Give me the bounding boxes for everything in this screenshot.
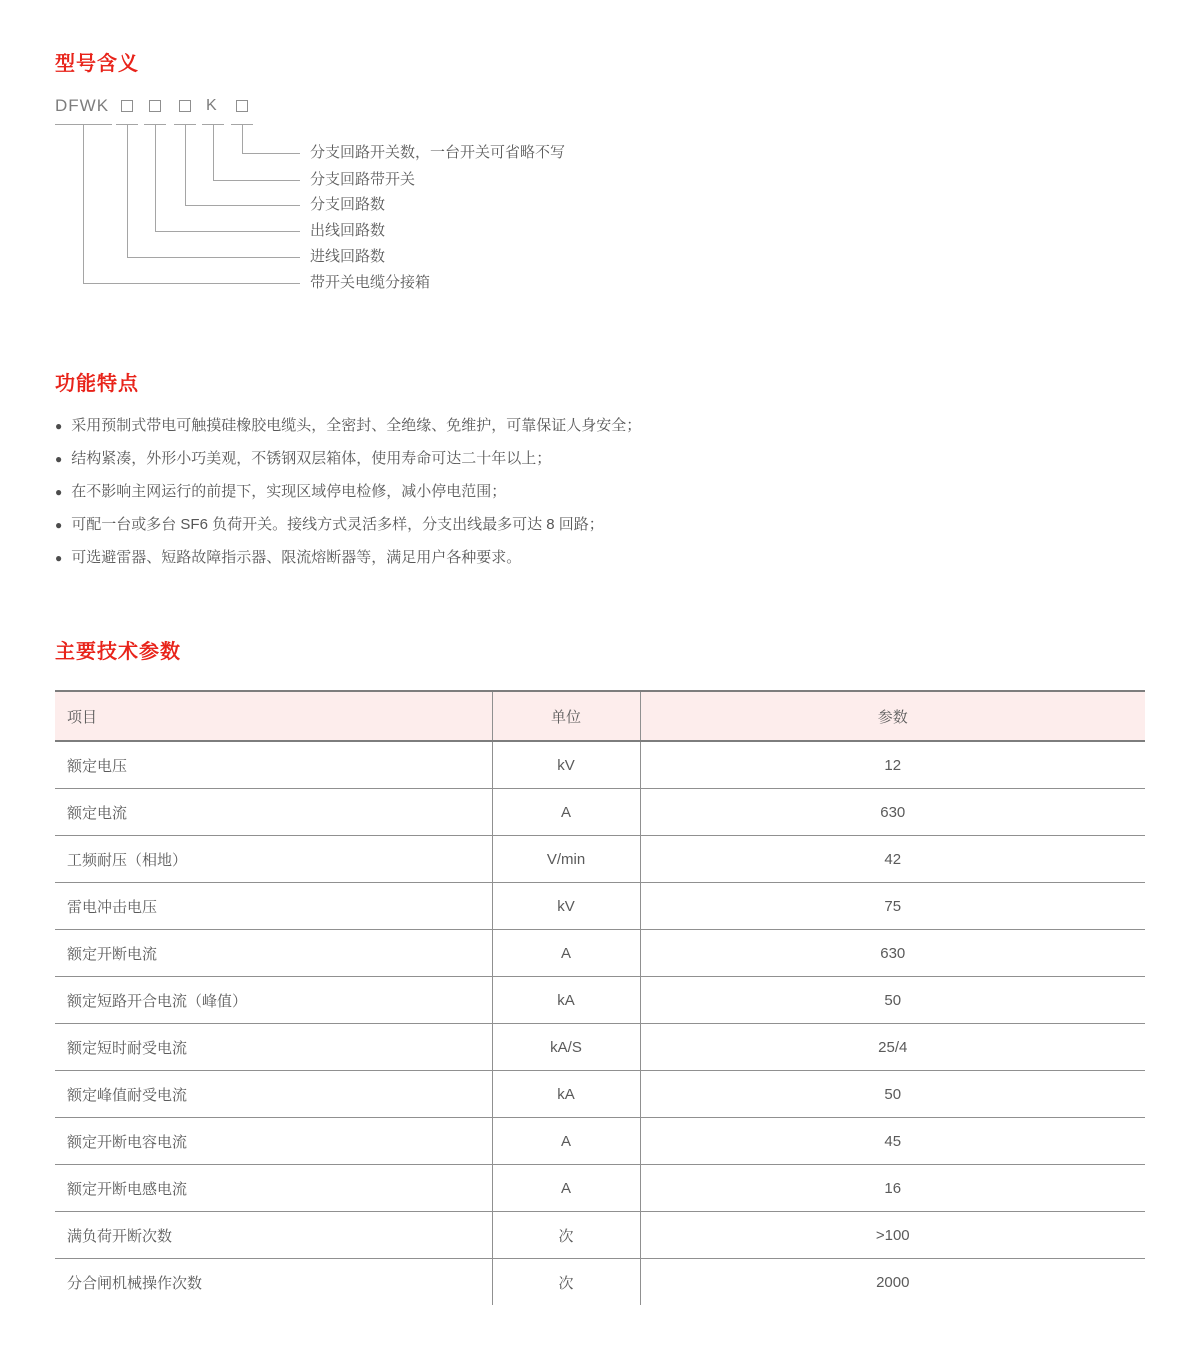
model-code-box-1: [121, 100, 133, 112]
param-cell: 630: [640, 930, 1145, 977]
unit-cell: 次: [492, 1212, 640, 1259]
param-cell: 42: [640, 836, 1145, 883]
connector-vline: [127, 124, 128, 257]
feature-text: 采用预制式带电可触摸硅橡胶电缆头，全密封、全绝缘、免维护，可靠保证人身安全；: [71, 417, 642, 434]
table-row: [55, 1212, 1145, 1259]
unit-cell: kA: [492, 977, 640, 1024]
item-cell: 额定峰值耐受电流: [55, 1071, 492, 1118]
unit-cell: A: [492, 1165, 640, 1212]
connector-hline: [213, 180, 300, 181]
model-code-diagram: [55, 96, 1145, 303]
section-heading-parameters: 主要技术参数: [55, 641, 181, 663]
feature-text: 可配一台或多台 SF6 负荷开关。接线方式灵活多样，分支出线最多可达 8 回路；: [71, 516, 604, 533]
table-row: [55, 883, 1145, 930]
table-row: [55, 741, 1145, 789]
model-code-box-3: [179, 100, 191, 112]
feature-item: [55, 515, 1145, 535]
item-cell: 额定开断电容电流: [55, 1118, 492, 1165]
feature-text: 在不影响主网运行的前提下，实现区域停电检修，减小停电范围；: [71, 483, 507, 500]
table-row: [55, 930, 1145, 977]
bullet-icon: ●: [55, 518, 63, 532]
param-cell: >100: [640, 1212, 1145, 1259]
model-code-label: 分支回路带开关: [310, 171, 416, 188]
header-cell-unit: 单位: [492, 691, 640, 741]
model-code-label: 出线回路数: [310, 222, 386, 239]
connector-vline: [213, 124, 214, 180]
connector-vline: [83, 124, 84, 283]
model-code-label: 分支回路开关数，一台开关可省略不写: [310, 144, 566, 161]
item-cell: 雷电冲击电压: [55, 883, 492, 930]
connector-vline: [185, 124, 186, 205]
unit-cell: A: [492, 789, 640, 836]
model-code-box-2: [149, 100, 161, 112]
connector-vline: [242, 124, 243, 153]
model-code-box-4: [236, 100, 248, 112]
section-heading-features: 功能特点: [55, 373, 139, 395]
feature-item: [55, 548, 1145, 568]
item-cell: 额定短时耐受电流: [55, 1024, 492, 1071]
table-row: [55, 977, 1145, 1024]
item-cell: 工频耐压（相地）: [55, 836, 492, 883]
item-cell: 额定开断电流: [55, 930, 492, 977]
model-code-letter-k: K: [206, 97, 217, 114]
param-cell: 12: [884, 756, 902, 774]
bullet-icon: ●: [55, 452, 63, 466]
table-row: [55, 789, 1145, 836]
item-cell: 分合闸机械操作次数: [55, 1259, 492, 1306]
header-cell-item: 项目: [55, 691, 492, 741]
model-code-label: 分支回路数: [310, 196, 386, 213]
section-heading-model-meaning: 型号含义: [55, 53, 139, 75]
item-cell: 满负荷开断次数: [55, 1212, 492, 1259]
param-cell: 25/4: [640, 1024, 1145, 1071]
unit-cell: 次: [492, 1259, 640, 1306]
param-cell: 630: [640, 789, 1145, 836]
connector-hline: [185, 205, 300, 206]
connector-hline: [83, 283, 300, 284]
unit-cell: V/min: [492, 836, 640, 883]
table-row: [55, 1165, 1145, 1212]
connector-hline: [127, 257, 300, 258]
feature-text: 结构紧凑，外形小巧美观，不锈钢双层箱体，使用寿命可达二十年以上；: [71, 450, 552, 467]
param-cell: 16: [640, 1165, 1145, 1212]
param-cell: 50: [640, 977, 1145, 1024]
unit-cell: kA/S: [492, 1024, 640, 1071]
unit-cell: kV: [492, 883, 640, 930]
table-row: [55, 836, 1145, 883]
param-cell: 2000: [640, 1259, 1145, 1306]
connector-hline: [242, 153, 300, 154]
unit-cell: kA: [492, 1071, 640, 1118]
unit-cell: A: [492, 930, 640, 977]
table-row: [55, 1071, 1145, 1118]
param-cell: 50: [640, 1071, 1145, 1118]
item-cell: 额定电压: [67, 757, 128, 775]
connector-vline: [155, 124, 156, 231]
param-cell: 75: [640, 883, 1145, 930]
unit-cell: A: [492, 1118, 640, 1165]
parameters-table: [55, 690, 1145, 1305]
item-cell: 额定短路开合电流（峰值）: [55, 977, 492, 1024]
table-header-row: [55, 691, 1145, 741]
model-code-label: 带开关电缆分接箱: [310, 274, 431, 291]
item-cell: 额定电流: [55, 789, 492, 836]
features-list: [55, 416, 1145, 568]
feature-item: [55, 449, 1145, 469]
unit-cell: kV: [492, 741, 640, 789]
table-row: [55, 1259, 1145, 1306]
bullet-icon: ●: [55, 419, 63, 433]
bullet-icon: ●: [55, 551, 63, 565]
feature-item: [55, 482, 1145, 502]
connector-hline: [155, 231, 300, 232]
table-row: [55, 1024, 1145, 1071]
header-cell-param: 参数: [640, 691, 1145, 741]
feature-item: [55, 416, 1145, 436]
model-code-prefix: DFWK: [55, 96, 110, 115]
item-cell: 额定开断电感电流: [55, 1165, 492, 1212]
bullet-icon: ●: [55, 485, 63, 499]
model-code-label: 进线回路数: [310, 248, 386, 265]
table-row: [55, 1118, 1145, 1165]
param-cell: 45: [640, 1118, 1145, 1165]
feature-text: 可选避雷器、短路故障指示器、限流熔断器等，满足用户各种要求。: [71, 549, 522, 566]
